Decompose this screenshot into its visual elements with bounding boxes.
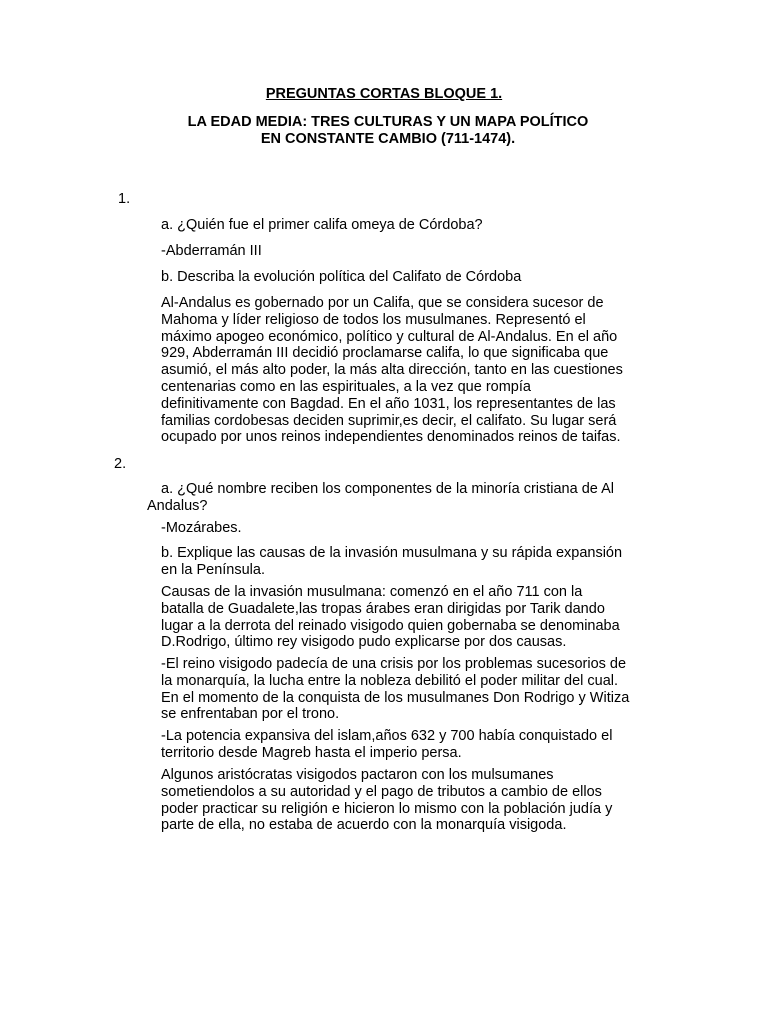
question-2b-paragraph-2 <box>161 656 681 723</box>
answer-line: D.Rodrigo, último rey visigodo pudo explicarse por dos causas. <box>161 634 567 651</box>
question-line: b. Explique las causas de la invasión musulmana y su rápida expansión <box>161 545 623 561</box>
answer-line: -La potencia expansiva del islam,años 632 y 700 había conquistado el <box>161 728 613 744</box>
question-line: en la Península. <box>161 561 265 578</box>
question-line: Andalus? <box>147 497 208 514</box>
question-2b-paragraph-3 <box>161 728 681 762</box>
answer-line: En el momento de la conquista de los musulmanes Don Rodrigo y Witiza <box>161 689 630 706</box>
answer-line: batalla de Guadalete,las tropas árabes eran dirigidas por Tarik dando <box>161 600 605 617</box>
question-1a-text: a. ¿Quién fue el primer califa omeya de Córdoba? <box>161 217 483 233</box>
document-title: PREGUNTAS CORTAS BLOQUE 1. <box>265 86 503 102</box>
answer-line: -El reino visigodo padecía de una crisis por los problemas sucesorios de <box>161 656 627 672</box>
question-2b-text <box>161 545 681 579</box>
question-2a-text <box>147 481 681 515</box>
answer-line: poder practicar su religión e hicieron lo mismo con la población judía y <box>161 800 613 817</box>
question-1b-answer <box>161 295 681 446</box>
subtitle-line: EN CONSTANTE CAMBIO (711-1474). <box>260 131 516 147</box>
question-1a-answer: -Abderramán III <box>161 243 262 259</box>
answer-line: Causas de la invasión musulmana: comenzó en el año 711 con la <box>161 584 583 600</box>
answer-line: ocupado por unos reinos independientes denominados reinos de taifas. <box>161 429 621 446</box>
answer-line: la monarquía, la lucha entre la nobleza debilitó el poder militar del cual. <box>161 672 619 689</box>
answer-line: Algunos aristócratas visigodos pactaron con los mulsumanes <box>161 767 554 783</box>
answer-line: lugar a la derrota del reinado visigodo quien gobernaba se denominaba <box>161 617 620 634</box>
answer-line: sometiendolos a su autoridad y el pago de tributos a cambio de ellos <box>161 783 602 800</box>
question-1-number: 1. <box>118 191 131 207</box>
subtitle-line: LA EDAD MEDIA: TRES CULTURAS Y UN MAPA POLÍTICO <box>187 114 589 130</box>
document-subtitle <box>0 114 768 148</box>
answer-line: definitivamente con Bagdad. En el año 1031, los representantes de las <box>161 395 616 412</box>
answer-line: asumió, el más alto poder, la más alta dirección, tanto en las cuestiones <box>161 362 623 379</box>
question-1b-text: b. Describa la evolución política del Califato de Córdoba <box>161 269 522 285</box>
answer-line: territorio desde Magreb hasta el imperio persa. <box>161 744 462 761</box>
answer-line: parte de ella, no estaba de acuerdo con la monarquía visigoda. <box>161 817 567 834</box>
question-2-number: 2. <box>114 456 127 472</box>
answer-line: máximo apogeo económico, político y cultural de Al-Andalus. En el año <box>161 328 618 345</box>
answer-line: Mahoma y líder religioso de todos los musulmanes. Representó el <box>161 311 586 328</box>
answer-line: se enfrentaban por el trono. <box>161 706 340 723</box>
question-line: a. ¿Qué nombre reciben los componentes de la minoría cristiana de Al <box>161 481 614 497</box>
answer-line: familias cordobesas deciden suprimir,es decir, el califato. Su lugar será <box>161 412 617 429</box>
question-2a-answer: -Mozárabes. <box>161 520 242 536</box>
answer-line: Al-Andalus es gobernado por un Califa, que se considera sucesor de <box>161 295 604 311</box>
question-2b-paragraph-4 <box>161 767 681 834</box>
question-2b-paragraph-1 <box>161 584 681 651</box>
answer-line: 929, Abderramán III decidió proclamarse califa, lo que significaba que <box>161 345 609 362</box>
answer-line: centenarias como en las espirituales, a la vez que rompía <box>161 378 531 395</box>
